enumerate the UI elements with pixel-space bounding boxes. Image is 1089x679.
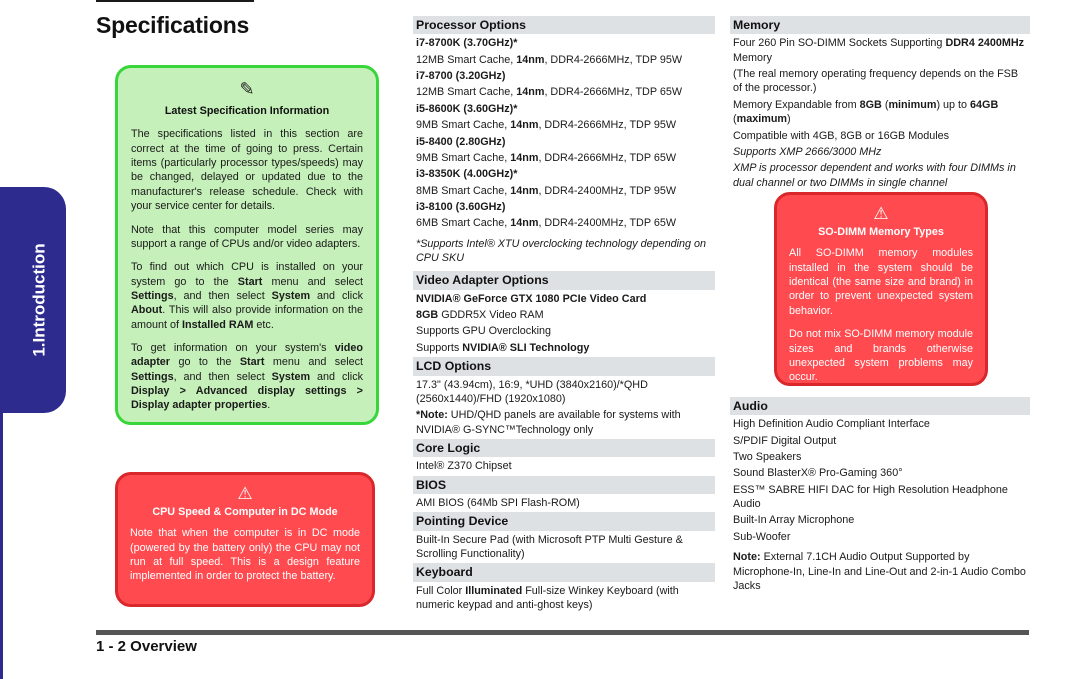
bottom-rule [96, 630, 1029, 635]
cpu-detail: 6MB Smart Cache, 14nm, DDR4-2400MHz, TDP 65W [416, 217, 677, 230]
lcd-spec: 17.3" (43.94cm), 16:9, *UHD (3840x2160)/*QHD (2560x1440)/FHD (1920x1080) [416, 378, 648, 405]
audio-item: S/PDIF Digital Output [733, 434, 837, 447]
video-ram: 8GB GDDR5X Video RAM [416, 309, 544, 322]
sodimm-memory-box [774, 192, 988, 386]
cpu-detail: 8MB Smart Cache, 14nm, DDR4-2400MHz, TDP 95W [416, 184, 677, 197]
processor-note: *Supports Intel® XTU overclocking technology depending on CPU SKU [416, 237, 707, 265]
cpu-name: i7-8700 (3.20GHz) [416, 70, 506, 83]
audio-item: Sound BlasterX® Pro-Gaming 360° [733, 467, 903, 480]
memory-xmp-note: XMP is processor dependent and works with four DIMMs in dual channel or two DIMMs in single channel [733, 162, 1016, 189]
section-header-video: Video Adapter Options [413, 271, 715, 289]
latest-spec-p2: Note that this computer model series may support a range of CPUs and/or video adapters. [131, 223, 363, 250]
video-overclock: Supports GPU Overclocking [416, 325, 552, 338]
section-header-pointing: Pointing Device [413, 512, 715, 530]
audio-item: ESS™ SABRE HIFI DAC for High Resolution Headphone Audio [733, 483, 1008, 511]
keyboard-spec: Full Color Illuminated Full-size Winkey Keyboard (with numeric keypad and anti-ghost keys) [416, 584, 679, 612]
memory-fsb-note: (The real memory operating frequency depends on the FSB of the processor.) [733, 68, 1019, 95]
lcd-note: *Note: UHD/QHD panels are available for systems with NVIDIA® G-SYNC™Technology only [416, 409, 681, 436]
sodimm-p1: All SO-DIMM memory modules installed in the system should be identical (the same size and brand) in order to prevent unexpected system behavior. [789, 247, 973, 317]
audio-item: High Definition Audio Compliant Interface [733, 418, 930, 431]
cpu-name: i7-8700K (3.70GHz)* [416, 37, 518, 50]
warning-icon: ⚠ [237, 484, 253, 503]
cpu-detail: 9MB Smart Cache, 14nm, DDR4-2666MHz, TDP 65W [416, 151, 677, 164]
memory-sockets: Four 260 Pin SO-DIMM Sockets Supporting DDR4 2400MHz Memory [733, 37, 1025, 64]
section-header-lcd: LCD Options [413, 357, 715, 375]
latest-spec-info-box [115, 65, 379, 425]
section-header-bios: BIOS [413, 476, 715, 494]
audio-note: Note: External 7.1CH Audio Output Supported by Microphone-In, Line-In and Line-Out and 2-in-1 Audio Combo Jacks [733, 551, 1026, 592]
cpu-name: i5-8600K (3.60GHz)* [416, 102, 518, 115]
chapter-tab-label: 1.Introduction [29, 243, 49, 357]
cpu-name: i5-8400 (2.80GHz) [416, 135, 506, 148]
pencil-icon: ✎ [239, 79, 255, 99]
cpu-detail: 12MB Smart Cache, 14nm, DDR4-2666MHz, TDP 95W [416, 53, 683, 66]
cpu-name: i3-8350K (4.00GHz)* [416, 168, 518, 181]
section-header-core-logic: Core Logic [413, 439, 715, 457]
sodimm-title: SO-DIMM Memory Types [818, 226, 944, 238]
memory-xmp: Supports XMP 2666/3000 MHz [733, 145, 882, 158]
audio-item: Two Speakers [733, 451, 802, 463]
warning-icon: ⚠ [873, 204, 889, 223]
cpu-dc-text: Note that when the computer is in DC mode (powered by the battery only) the CPU may not run at full speed. This is a design feature implemented in order to protect the battery. [130, 527, 360, 583]
video-card: NVIDIA® GeForce GTX 1080 PCIe Video Card [416, 292, 647, 305]
latest-spec-title: Latest Specification Information [164, 105, 330, 117]
cpu-detail: 12MB Smart Cache, 14nm, DDR4-2666MHz, TDP 65W [416, 86, 683, 99]
memory-expandable: Memory Expandable from 8GB (minimum) up to 64GB (maximum) [733, 98, 999, 126]
section-header-keyboard: Keyboard [413, 563, 715, 581]
pointing-spec: Built-In Secure Pad (with Microsoft PTP Multi Gesture & Scrolling Functionality) [416, 533, 683, 561]
sodimm-p2: Do not mix SO-DIMM memory module sizes and brands otherwise unexpected system problems may occur. [789, 328, 973, 384]
cpu-name: i3-8100 (3.60GHz) [416, 200, 506, 213]
latest-spec-p4: To get information on your system's video adapter go to the Start menu and select Settings, and then select System and click Display > Advanced display settings > Display adapter properties. [131, 342, 363, 412]
latest-spec-p1: The specifications listed in this section are correct at the time of going to press. Certain items (particularly processor types/speeds) may be changed, delayed or updated due to the manufacturer's release schedule. Check with your service center for details. [131, 128, 363, 213]
page-title: Specifications [96, 12, 250, 38]
top-rule [96, 0, 254, 2]
section-header-processor: Processor Options [413, 16, 715, 34]
cpu-detail: 9MB Smart Cache, 14nm, DDR4-2666MHz, TDP 95W [416, 119, 677, 132]
cpu-dc-mode-box [115, 472, 375, 607]
audio-item: Built-In Array Microphone [733, 514, 855, 527]
core-logic-chipset: Intel® Z370 Chipset [416, 460, 512, 473]
section-header-memory: Memory [730, 16, 1030, 34]
audio-item: Sub-Woofer [733, 530, 791, 543]
page-footer: 1 - 2 Overview [96, 638, 197, 655]
spec-column-middle [413, 16, 715, 614]
section-header-audio: Audio [730, 397, 1030, 415]
latest-spec-p3: To find out which CPU is installed on your system go to the Start menu and select Settings, and then select System and click About. This will also provide information on the amount of Installed RAM etc. [131, 261, 364, 331]
video-sli: Supports NVIDIA® SLI Technology [416, 341, 590, 354]
cpu-dc-title: CPU Speed & Computer in DC Mode [152, 506, 338, 518]
memory-compatible: Compatible with 4GB, 8GB or 16GB Modules [733, 129, 950, 142]
bios-spec: AMI BIOS (64Mb SPI Flash-ROM) [416, 496, 580, 509]
